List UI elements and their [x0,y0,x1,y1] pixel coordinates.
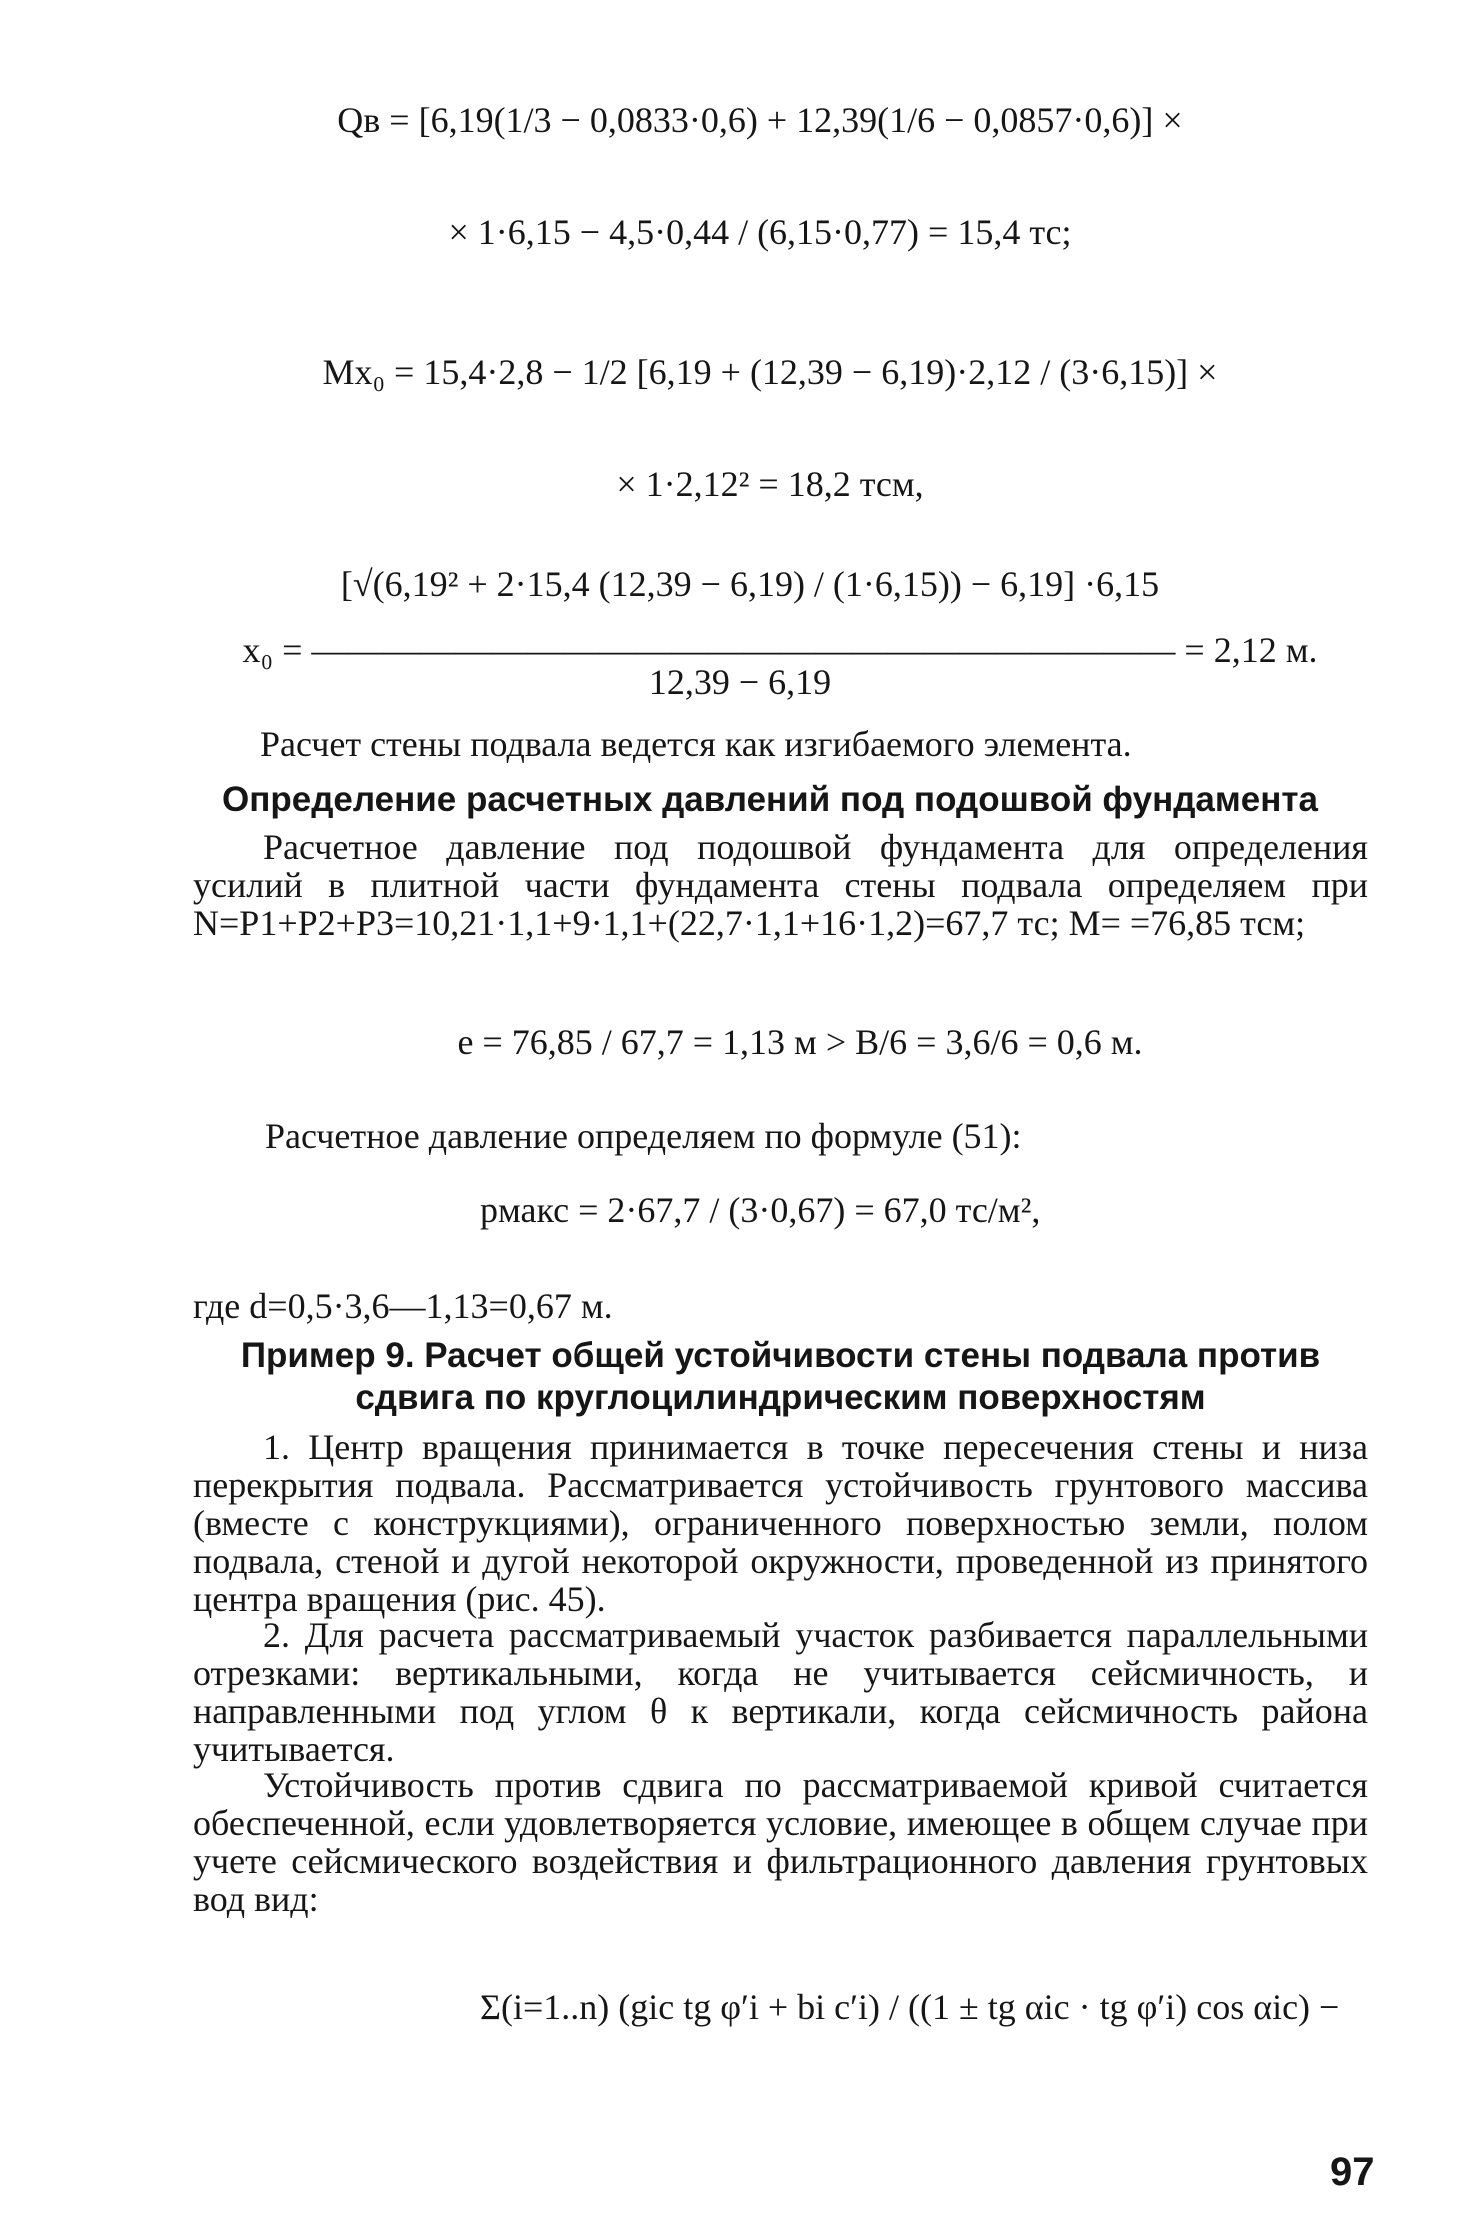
formula-m-line2: × 1·2,12² = 18,2 тсм, [616,464,924,504]
paragraph-stability-condition [193,1766,1368,1918]
wall-calculation-note: Расчет стены подвала ведется как изгибаемого элемента. [260,724,1132,764]
item-1-text: 1. Центр вращения принимается в точке пересечения стены и низа перекрытия подвала. Рассматривается устойчивость грунтового массива (вместе с конструкциями), ограниченного поверхностью земли, полом подвала, стеной и дугой некоторой окружности, проведенной из принятого центра вращения (рис. 45). [193,1427,1368,1619]
formula-x0-numerator: [√(6,19² + 2·15,4 (12,39 − 6,19) / (1·6,15)) − 6,19] ·6,15 [340,564,1160,604]
formula-q-line2: × 1·6,15 − 4,5·0,44 / (6,15·0,77) = 15,4 тс; [448,212,1072,252]
formula-eccentricity: e = 76,85 / 67,7 = 1,13 м > B/6 = 3,6/6 = 0,6 м. [457,1022,1143,1062]
formula-x0-denominator: 12,39 − 6,19 [648,662,832,702]
item-2-division [193,1616,1368,1768]
formula-q-line1: Qв = [6,19(1/3 − 0,0833·0,6) + 12,39(1/6 − 0,0857·0,6)] × [337,100,1183,140]
formula-m-line1: Mx₀ = 15,4·2,8 − 1/2 [6,19 + (12,39 − 6,19)·2,12 / (3·6,15)] × [322,352,1218,392]
page-number: 97 [1330,2150,1375,2194]
formula-pmax: pмакс = 2·67,7 / (3·0,67) = 67,0 тс/м², [480,1190,1041,1230]
paragraph-design-pressure-text: Расчетное давление под подошвой фундамента для определения усилий в плитной части фундамента стены подвала определяем при N=P1+P2+P3=10,21·1,1+9·1,1+(22,7·1,1+16·1,2)=67,7 тс; M= =76,85 тсм; [193,827,1368,943]
paragraph-design-pressure [193,828,1368,942]
where-d-definition: где d=0,5·3,6—1,13=0,67 м. [193,1286,613,1326]
example-9-heading: Пример 9. Расчет общей устойчивости стены подвала против сдвига по круглоцилиндрическим поверхностям [240,1336,1321,1417]
item-1-rotation-center [193,1428,1368,1618]
item-2-text: 2. Для расчета рассматриваемый участок разбивается параллельными отрезками: вертикальными, когда не учитывается сейсмичность, и направленными под углом θ к вертикали, когда сейсмичность района учитывается. [193,1615,1368,1769]
formula-reference: Расчетное давление определяем по формуле (51): [265,1116,1022,1156]
section-heading-pressures: Определение расчетных давлений под подошвой фундамента [222,780,1318,819]
formula-x0-fraction: x₀ = ———————————————————————— = 2,12 м. [242,630,1318,670]
formula-stability-sum: Σ(i=1..n) (gic tg φ′i + bi c′i) / ((1 ± tg αic · tg φ′i) cos αic) − [480,1987,1340,2027]
paragraph-stability-text: Устойчивость против сдвига по рассматриваемой кривой считается обеспеченной, если удовлетворяется условие, имеющее в общем случае при учете сейсмического воздействия и фильтрационного давления грунтовых вод вид: [193,1765,1368,1919]
